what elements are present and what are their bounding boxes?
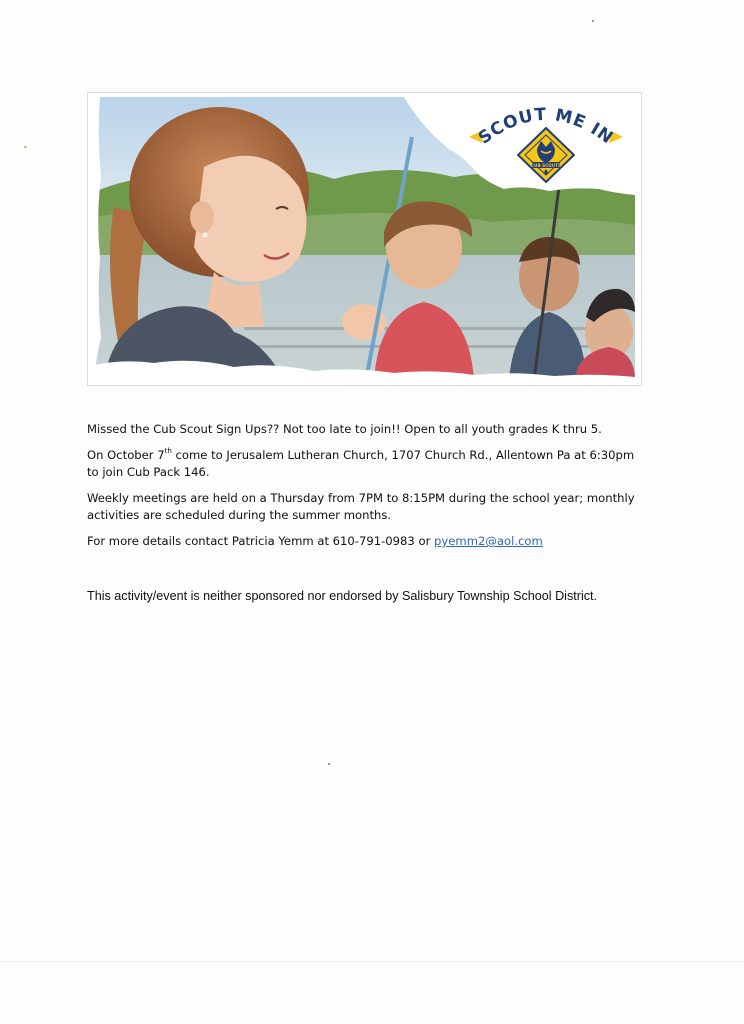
flyer-photo-frame <box>87 92 642 386</box>
scan-speck <box>328 763 330 765</box>
logo-tagline: SCOUT ME IN <box>474 104 617 149</box>
intro-paragraph: Missed the Cub Scout Sign Ups?? Not too late to join!! Open to all youth grades K thru 5. <box>87 422 602 436</box>
event-paragraph: On October 7th come to Jerusalem Lutheran Church, 1707 Church Rd., Allentown Pa at 6:30pm to join Cub Pack 146. <box>87 447 635 479</box>
district-disclaimer: This activity/event is neither sponsored nor endorsed by Salisbury Township School District. <box>87 589 598 603</box>
meetings-paragraph: Weekly meetings are held on a Thursday from 7PM to 8:15PM during the school year; monthly activities are scheduled during the summer months. <box>87 491 635 522</box>
scan-speck <box>24 146 27 148</box>
scan-speck <box>592 20 594 22</box>
cub-scouts-emblem-icon <box>517 127 575 183</box>
scan-edge-line <box>0 961 744 962</box>
contact-paragraph: For more details contact Patricia Yemm at 610-791-0983 or pyemm2@aol.com <box>87 534 543 548</box>
emblem-text: CUB SCOUTS <box>530 163 562 168</box>
ordinal-suffix: th <box>164 447 172 456</box>
contact-email-link[interactable]: pyemm2@aol.com <box>434 534 543 548</box>
flyer-body <box>87 421 647 559</box>
scout-me-in-logo <box>461 97 631 187</box>
